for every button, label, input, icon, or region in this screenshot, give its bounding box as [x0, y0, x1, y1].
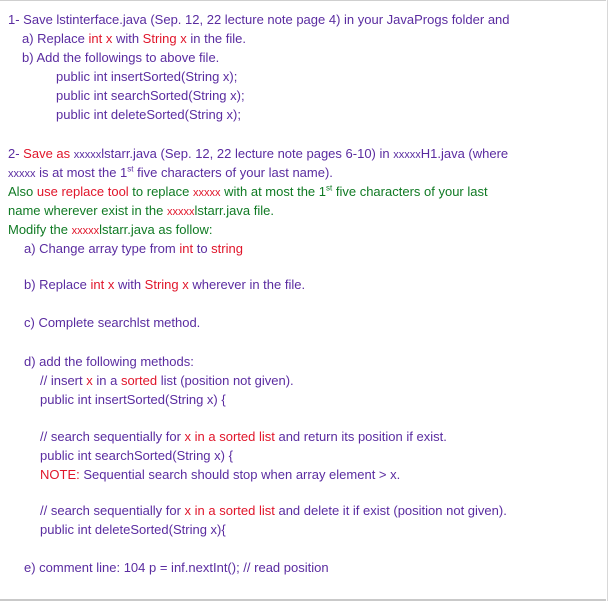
placeholder-x: xxxxx	[193, 187, 221, 199]
text: five characters of your last name).	[133, 165, 333, 180]
text: lstarr.java file.	[194, 203, 274, 218]
keyword: x in a sorted list	[184, 503, 275, 518]
insert-sorted-signature: public int insertSorted(String x) {	[40, 392, 226, 407]
text: is at most the 1	[35, 165, 128, 180]
search-sorted-signature: public int searchSorted(String x) {	[40, 448, 233, 463]
section2-line5	[8, 222, 213, 239]
section1-step-a	[22, 31, 246, 47]
delete-comment	[40, 503, 507, 519]
section1-step-b: b) Add the followings to above file.	[22, 50, 220, 65]
keyword: String x	[144, 277, 189, 292]
section2-step-c: c) Complete searchlst method.	[24, 315, 201, 330]
superscript: st	[326, 183, 333, 193]
insert-comment	[40, 373, 294, 389]
text: in the file.	[186, 31, 247, 46]
text: wherever in the file.	[188, 277, 306, 292]
text: // insert	[40, 373, 87, 388]
section2-line1	[8, 146, 508, 163]
text: H1.java (where	[420, 146, 509, 161]
search-comment	[40, 429, 447, 445]
section2-line2	[8, 165, 333, 182]
note-label: NOTE:	[40, 467, 80, 482]
section2-line3	[8, 184, 488, 201]
placeholder-x: xxxxx	[71, 225, 100, 237]
keyword: int	[179, 241, 194, 256]
keyword: int x	[90, 277, 115, 292]
text: in a	[92, 373, 121, 388]
placeholder-x: xxxxx	[73, 149, 102, 161]
code-insert-sorted: public int insertSorted(String x);	[56, 69, 238, 84]
section2-step-b	[24, 277, 305, 293]
section2-step-a	[24, 241, 243, 257]
keyword: String x	[142, 31, 187, 46]
text: list (position not given).	[157, 373, 294, 388]
text: // search sequentially for	[40, 503, 185, 518]
code-delete-sorted: public int deleteSorted(String x);	[56, 107, 241, 122]
text: name wherever exist in the	[8, 203, 167, 218]
text: to replace	[128, 184, 194, 199]
text: and return its position if exist.	[274, 429, 447, 444]
delete-sorted-signature: public int deleteSorted(String x){	[40, 522, 226, 537]
text: with	[114, 277, 145, 292]
code-search-sorted: public int searchSorted(String x);	[56, 88, 245, 103]
superscript: st	[127, 164, 134, 174]
keyword: int x	[88, 31, 113, 46]
text: e) comment line: 104	[24, 560, 150, 575]
text: a) Replace	[22, 31, 89, 46]
section2-line4	[8, 203, 274, 220]
top-border	[0, 0, 606, 1]
text: five characters of your last	[332, 184, 488, 199]
text: to	[193, 241, 212, 256]
code: p = inf.nextInt(); // read position	[149, 560, 329, 575]
placeholder-x: xxxxx	[8, 168, 36, 180]
keyword: Save as	[23, 146, 74, 161]
text: Also	[8, 184, 37, 199]
search-note	[40, 467, 400, 483]
placeholder-x: xxxxx	[393, 149, 421, 161]
text: 2-	[8, 146, 24, 161]
text: Modify the	[8, 222, 72, 237]
section2-step-e	[24, 560, 329, 576]
text: // search sequentially for	[40, 429, 185, 444]
text: with at most the 1	[220, 184, 327, 199]
text: and delete it if exist (position not given).	[274, 503, 507, 518]
text: with	[112, 31, 143, 46]
keyword: sorted	[120, 373, 158, 388]
text: lstarr.java as follow:	[99, 222, 213, 237]
text: b) Replace	[24, 277, 91, 292]
keyword: string	[211, 241, 243, 256]
text: a) Change array type from	[24, 241, 180, 256]
text: lstarr.java (Sep. 12, 22 lecture note pages 6-10) in	[101, 146, 394, 161]
section2-step-d: d) add the following methods:	[24, 354, 194, 369]
keyword: use replace tool	[36, 184, 129, 199]
placeholder-x: xxxxx	[166, 206, 195, 218]
keyword: x	[86, 373, 93, 388]
section1-heading: 1- Save lstinterface.java (Sep. 12, 22 lecture note page 4) in your JavaProgs folder and	[8, 12, 510, 27]
text: Sequential search should stop when array element > x.	[79, 467, 401, 482]
keyword: x in a sorted list	[184, 429, 275, 444]
